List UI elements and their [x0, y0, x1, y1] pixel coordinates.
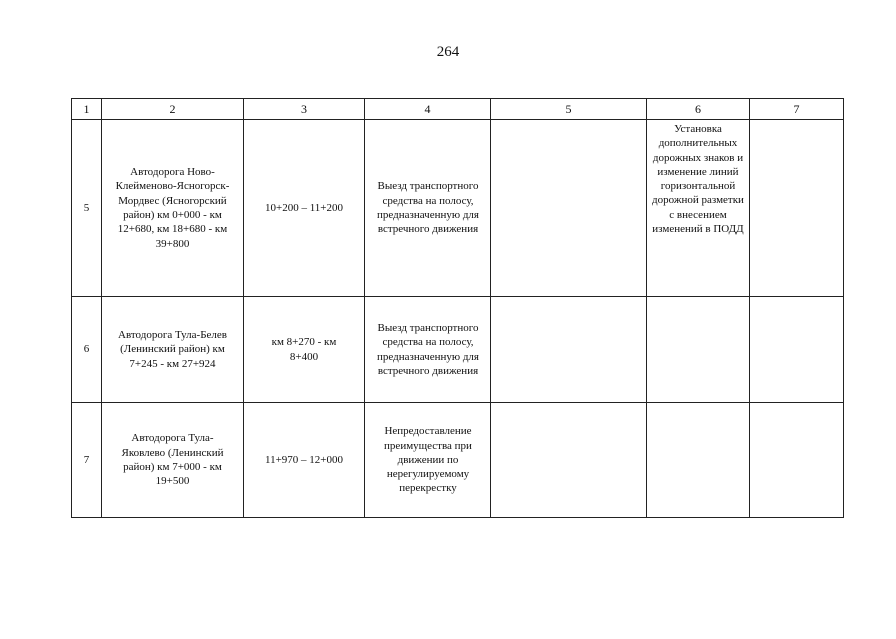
km-cell: 10+200 – 11+200 [244, 120, 365, 297]
header-cell-2: 2 [102, 99, 244, 120]
violation-text: Выезд транспортного средства на полосу, предназначенную для встречного движения [377, 321, 479, 377]
header-cell-6: 6 [647, 99, 750, 120]
table-row [72, 120, 844, 297]
page-number: 264 [436, 44, 460, 60]
road-name-cell [102, 120, 244, 297]
header-cell-4: 4 [365, 99, 491, 120]
road-name: Автодорога Тула-Белев (Ленинский район) км 7+245 - км 27+924 [118, 329, 227, 370]
header-cell-5: 5 [491, 99, 647, 120]
row-number: 5 [72, 120, 102, 297]
row-number: 7 [72, 403, 102, 518]
header-cell-3: 3 [244, 99, 365, 120]
violation-text: Выезд транспортного средства на полосу, предназначенную для встречного движения [377, 180, 479, 236]
road-name-cell [102, 297, 244, 403]
header-row [72, 99, 844, 120]
table-row [72, 403, 844, 518]
col5-cell [491, 403, 647, 518]
measure-cell [647, 403, 750, 518]
violation-cell [365, 403, 491, 518]
header-cell-1: 1 [72, 99, 102, 120]
km-cell: 11+970 – 12+000 [244, 403, 365, 518]
km-cell [244, 297, 365, 403]
measure-cell [647, 297, 750, 403]
col7-cell [750, 403, 844, 518]
road-name: Автодорога Ново-Клейменово-Ясногорск-Мордвес (Ясногорский район) км 0+000 - км 12+680, км 18+680 - км 39+800 [115, 166, 230, 250]
violation-cell [365, 297, 491, 403]
col7-cell [750, 120, 844, 297]
col5-cell [491, 120, 647, 297]
data-table [71, 98, 844, 518]
road-name: Автодорога Тула-Яковлево (Ленинский район) км 7+000 - км 19+500 [121, 432, 224, 488]
km-text: км 8+270 - км 8+400 [271, 336, 337, 363]
row-number: 6 [72, 297, 102, 403]
col7-cell [750, 297, 844, 403]
measure-text: Установка дополнительных дорожных знаков и изменение линий горизонтальной дорожной разметки с внесением изменений в ПОДД [652, 123, 744, 236]
header-cell-7: 7 [750, 99, 844, 120]
col5-cell [491, 297, 647, 403]
table-row [72, 297, 844, 403]
violation-text: Непредоставление преимущества при движении по нерегулируемому перекрестку [384, 425, 472, 495]
measure-cell [647, 120, 750, 297]
road-name-cell [102, 403, 244, 518]
violation-cell [365, 120, 491, 297]
